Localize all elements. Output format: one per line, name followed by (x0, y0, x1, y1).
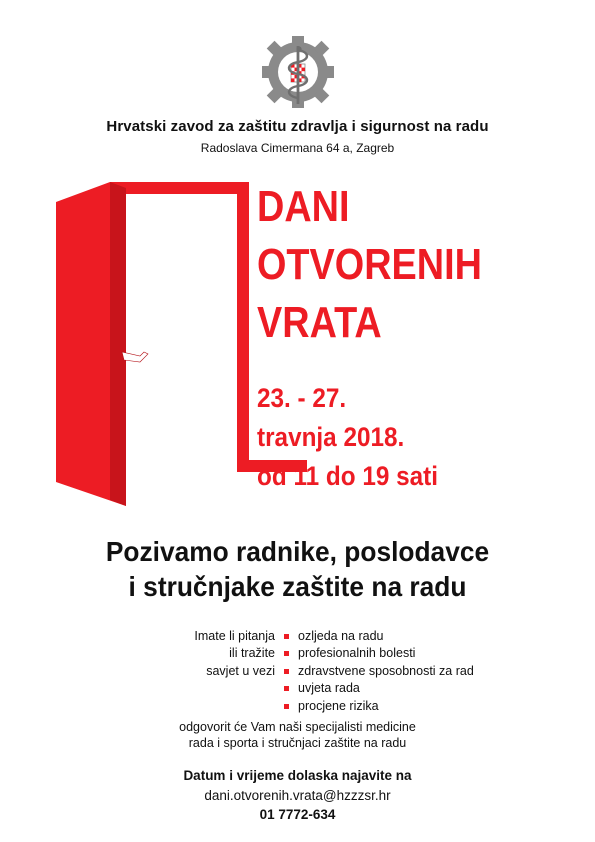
headline-line-2: OTVORENIH (257, 240, 482, 289)
contact-phone: 01 7772-634 (259, 807, 336, 822)
topic-item (284, 645, 514, 662)
questions-intro-line: savjet u vezi (206, 663, 275, 678)
headline-line-1: DANI (257, 182, 350, 231)
answer-text (0, 719, 595, 751)
event-hours: od 11 do 19 sati (257, 461, 438, 491)
organization-address: Radoslava Cimermana 64 a, Zagreb (200, 141, 395, 155)
contact-heading: Datum i vrijeme dolaska najavite na (183, 768, 412, 783)
institute-logo-icon (258, 28, 338, 116)
topic-label: profesionalnih bolesti (298, 646, 416, 661)
topic-label: procjene rizika (298, 698, 379, 713)
invitation-line-1: Pozivamo radnike, poslodavce (105, 536, 490, 567)
questions-intro-line: Imate li pitanja (194, 629, 275, 643)
bullet-icon (284, 634, 289, 639)
topic-item (284, 680, 514, 697)
invitation-line-2: i stručnjake zaštite na radu (128, 571, 467, 602)
invitation-heading (0, 534, 595, 604)
contact-email-link[interactable]: dani.otvorenih.vrata@hzzzsr.hr (204, 787, 391, 803)
topic-item (284, 663, 514, 680)
event-date-range: 23. - 27. (257, 383, 347, 413)
answer-line-2: rada i sporta i stručnjaci zaštite na radu (188, 736, 407, 750)
topic-item (284, 628, 514, 645)
organization-name: Hrvatski zavod za zaštitu zdravlja i sigurnost na radu (106, 118, 489, 135)
event-dates (257, 379, 438, 496)
bullet-icon (284, 669, 289, 674)
bullet-icon (284, 686, 289, 691)
event-month-year: travnja 2018. (257, 422, 405, 452)
event-headline (257, 178, 482, 352)
bullet-icon (284, 651, 289, 656)
topic-item (284, 698, 514, 715)
questions-intro-line: ili tražite (229, 646, 275, 661)
bullet-icon (284, 704, 289, 709)
contact-block (0, 766, 595, 825)
topic-label: zdravstvene sposobnosti za rad (298, 663, 474, 678)
answer-line-1: odgovorit će Vam naši specijalisti medicine (179, 720, 416, 734)
topic-label: ozljeda na radu (298, 629, 384, 643)
topics-list (284, 628, 514, 715)
topic-label: uvjeta rada (298, 681, 360, 696)
questions-intro (150, 628, 275, 680)
headline-line-3: VRATA (257, 298, 382, 347)
